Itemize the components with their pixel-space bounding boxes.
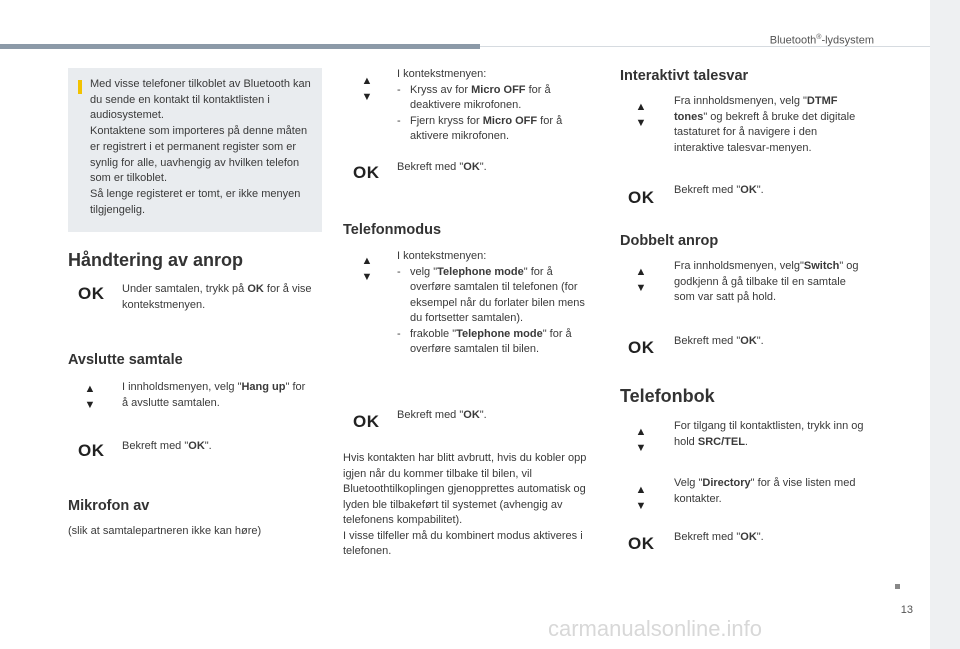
ok-button-icon: OK <box>353 163 380 182</box>
confirm-text: Bekreft med "OK". <box>674 531 764 543</box>
ok-button-icon: OK <box>628 188 655 207</box>
heading-double-call: Dobbelt anrop <box>620 233 719 249</box>
arrow-up-down-icon: ▲ ▼ <box>635 266 647 294</box>
info-icon <box>78 80 82 94</box>
arrow-up-down-icon: ▲ ▼ <box>635 101 647 129</box>
call-handling-text: Under samtalen, trykk på OK for å vise kontekstmenyen. <box>122 283 312 311</box>
ok-button-icon: OK <box>78 441 105 460</box>
confirm-text: Bekreft med "OK". <box>674 335 764 347</box>
ok-button-icon: OK <box>353 412 380 431</box>
arrow-up-down-icon: ▲ ▼ <box>361 75 373 103</box>
confirm-text: Bekreft med "OK". <box>397 161 487 173</box>
ok-button-icon: OK <box>628 534 655 553</box>
end-call-text: I innholdsmenyen, velg "Hang up" for å avslutte samtalen. <box>122 381 306 409</box>
ok-button-icon: OK <box>78 284 105 303</box>
confirm-text: Bekreft med "OK". <box>674 184 764 196</box>
directory-text: Velg "Directory" for å vise listen med kontakter. <box>674 477 856 505</box>
section-title: Bluetooth®-lydsystem <box>769 34 874 47</box>
heading-end-call: Avslutte samtale <box>68 352 183 368</box>
page-number: 13 <box>900 604 913 616</box>
arrow-up-down-icon: ▲ ▼ <box>361 255 373 283</box>
heading-mic-off: Mikrofon av <box>68 498 150 514</box>
ivr-text: Fra innholdsmenyen, velg "DTMF tones" og bekreft å bruke det digitale tastaturet for å navigere i den interaktive talesvar-menyen. <box>674 95 856 154</box>
heading-phonebook: Telefonbok <box>620 386 715 406</box>
phonebook-access-text: For tilgang til kontaktlisten, trykk inn og hold SRC/TEL. <box>674 420 864 448</box>
phone-mode-list: I kontekstmenyen: - velg "Telephone mode" for å overføre samtalen til telefonen (for eksempel når du forlater bilen mens du fortsetter samtalen). - frakoble "Telephone mode" for å overføre samtalen til bilen. <box>397 250 585 355</box>
heading-ivr: Interaktivt talesvar <box>620 68 749 84</box>
page-side-strip <box>930 0 960 649</box>
arrow-up-down-icon: ▲ ▼ <box>635 484 647 512</box>
ok-button-icon: OK <box>628 338 655 357</box>
arrow-up-down-icon: ▲ ▼ <box>635 426 647 454</box>
page-marker <box>895 584 900 589</box>
heading-phone-mode: Telefonmodus <box>343 222 442 238</box>
arrow-up-down-icon: ▲ ▼ <box>84 383 96 411</box>
header-rule <box>0 44 480 49</box>
mic-off-subtitle: (slik at samtalepartneren ikke kan høre) <box>68 525 262 537</box>
confirm-text: Bekreft med "OK". <box>122 440 212 452</box>
watermark: carmanualsonline.info <box>548 616 763 641</box>
double-call-text: Fra innholdsmenyen, velg"Switch" og godkjenn å gå tilbake til en samtale som var satt på hold. <box>674 260 859 303</box>
confirm-text: Bekreft med "OK". <box>397 409 487 421</box>
reconnect-paragraph: Hvis kontakten har blitt avbrutt, hvis du kobler opp igjen når du kommer tilbake til bilen, vil Bluetoothtilkoplingen gjenopprettes automatisk og lyden ble tilbakeført til systemet (avhengig av telefonens kompabilitet). I visse tilfeller må du kombinert modus aktiveres i telefonen. <box>343 452 587 557</box>
info-text: Med visse telefoner tilkoblet av Bluetooth kan du sende en kontakt til kontaktlisten i audiosystemet. Kontaktene som importeres på denne måten er registrert i et permanent register som er synlig for alle, uavhengig av hvilken telefon som er tilkoblet. Så lenge registeret er tomt, er ikke menyen tilgjengelig. <box>90 78 311 216</box>
context-menu-list: I kontekstmenyen: - Kryss av for Micro OFF for å deaktivere mikrofonen. - Fjern kryss for Micro OFF for å aktivere mikrofonen. <box>397 68 563 142</box>
heading-call-handling: Håndtering av anrop <box>68 250 244 270</box>
